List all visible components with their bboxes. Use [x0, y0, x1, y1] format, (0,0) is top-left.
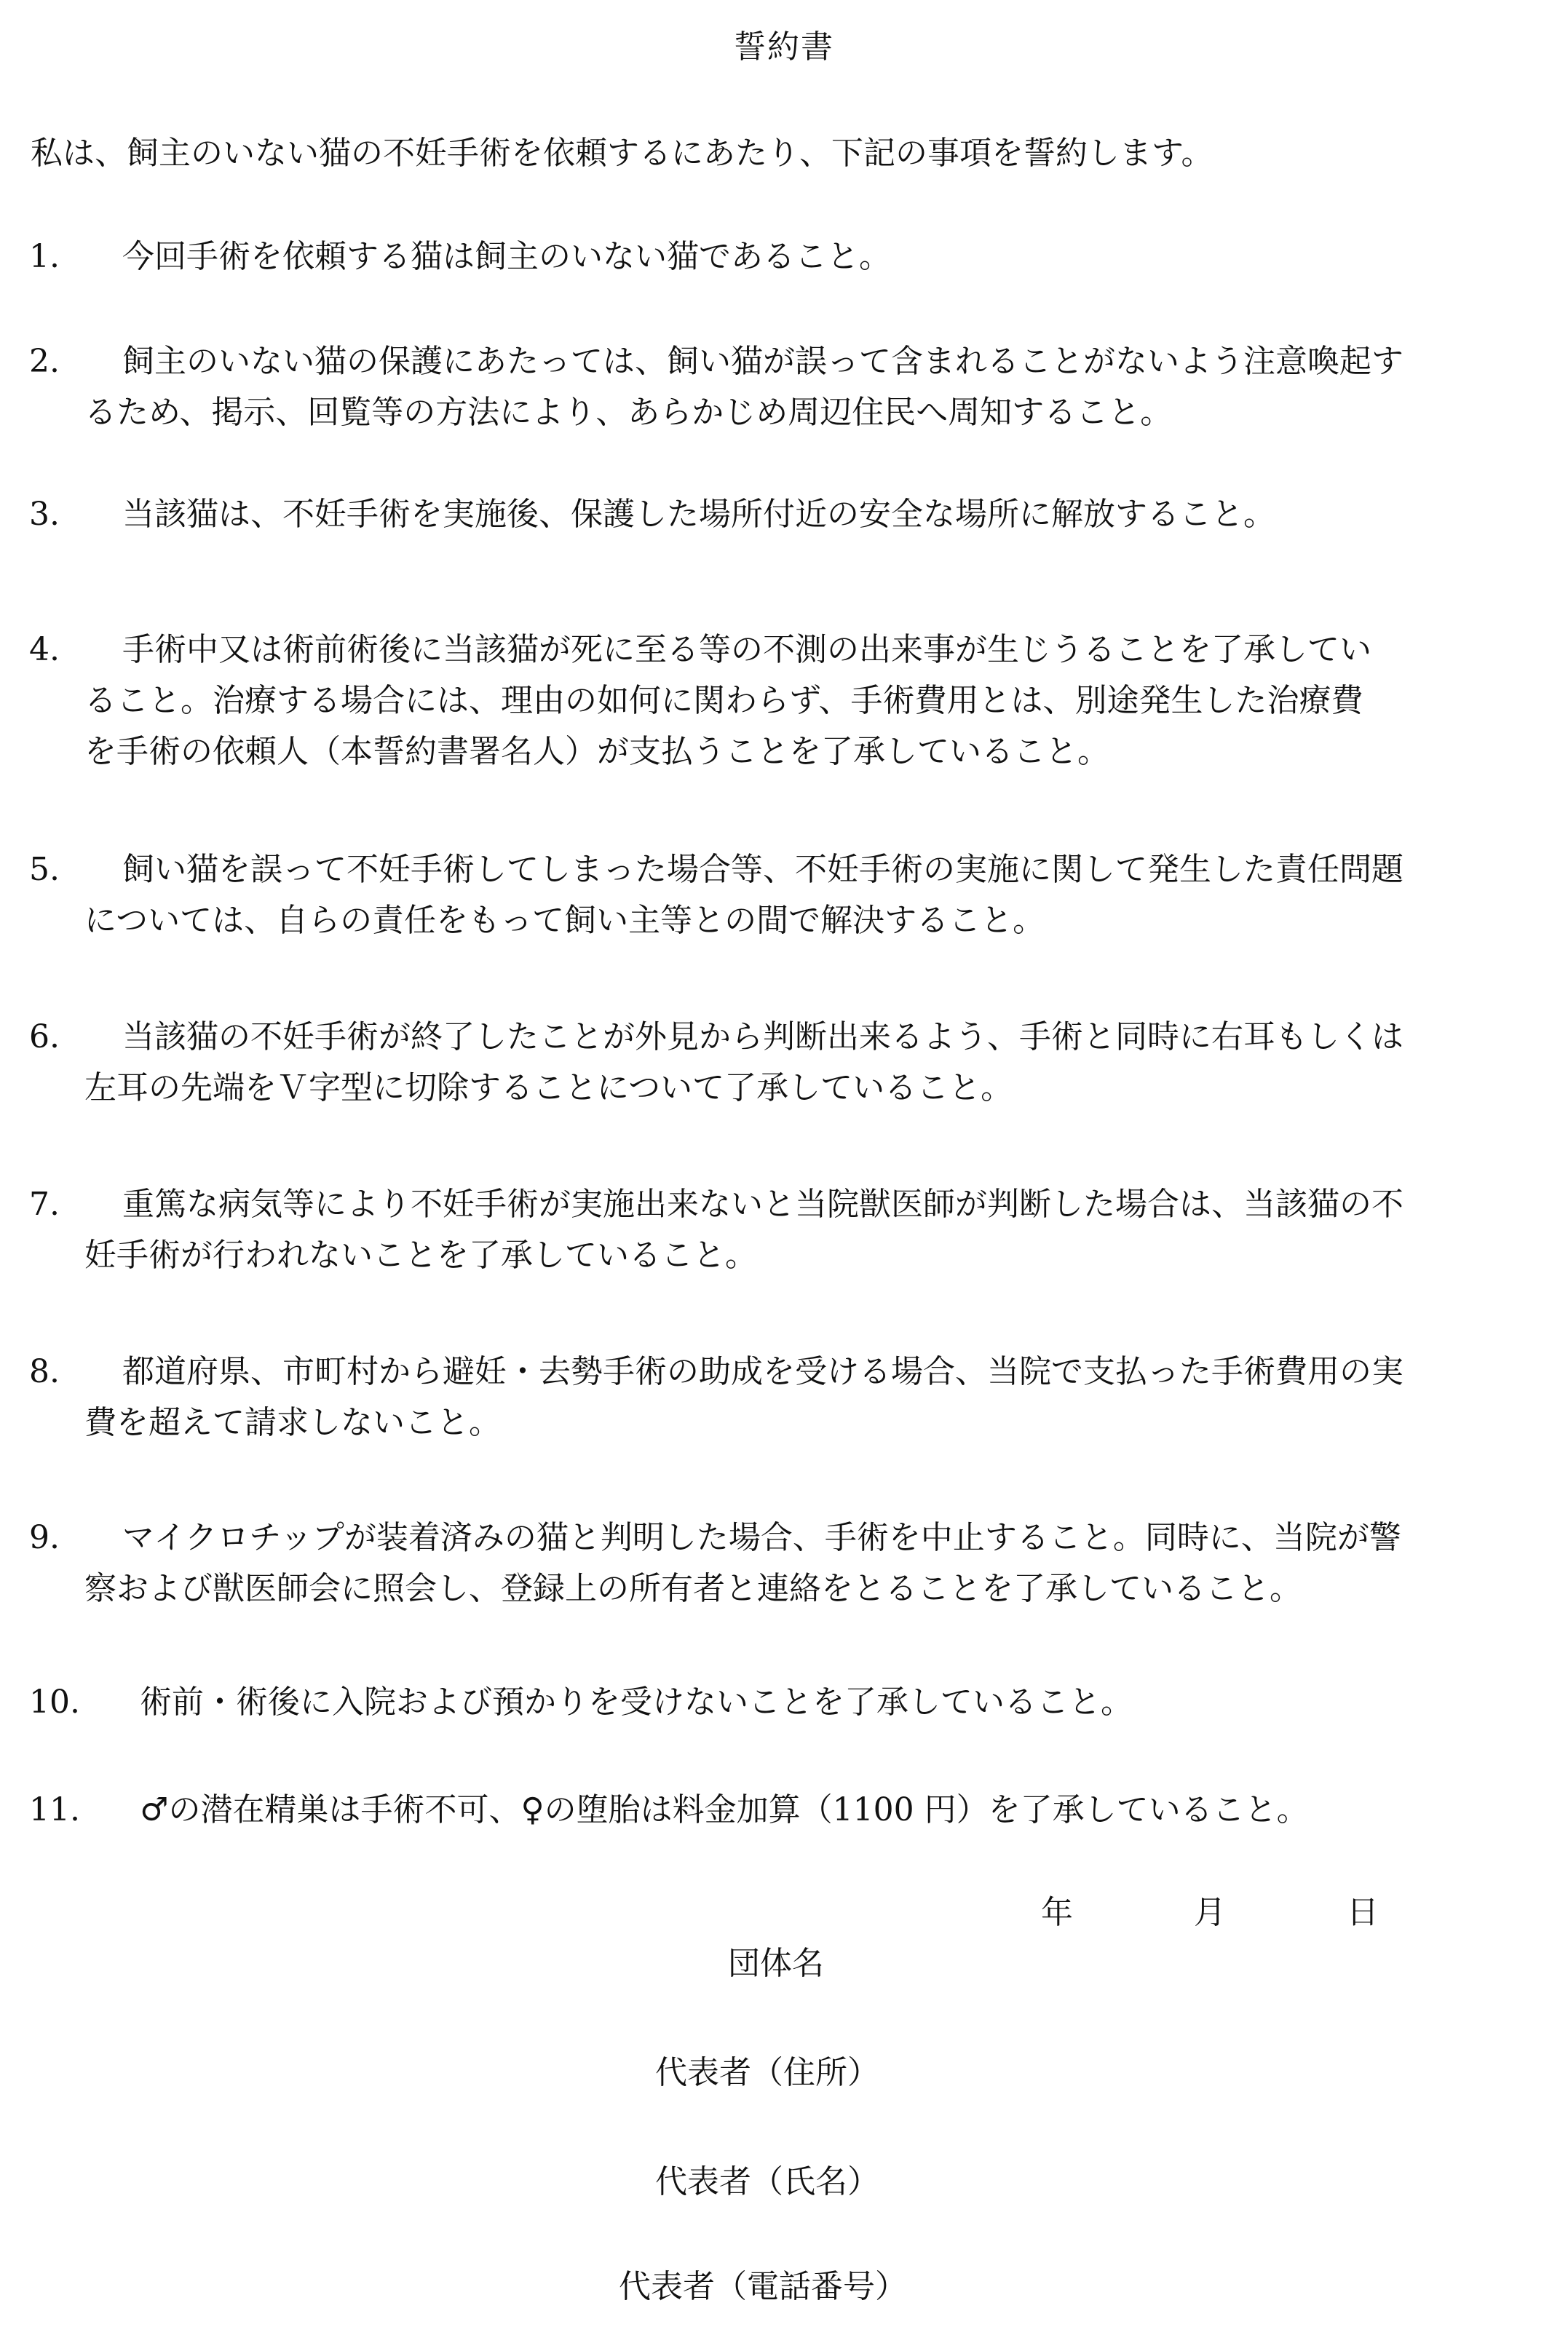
group-name-label: 団体名 [728, 1945, 824, 1982]
item-line: 術前・術後に入院および預かりを受けないことを了承していること。 [140, 1684, 1133, 1721]
item-line: るため、掲示、回覧等の方法により、あらかじめ周辺住民へ周知すること。 [84, 394, 1173, 431]
item-line: 察および獣医師会に照会し、登録上の所有者と連絡をとることを了承していること。 [84, 1570, 1302, 1607]
item-number: 3. [29, 496, 60, 533]
item-line: 飼い猫を誤って不妊手術してしまった場合等、不妊手術の実施に関して発生した責任問題 [122, 851, 1403, 888]
item-line: 重篤な病気等により不妊手術が実施出来ないと当院獣医師が判断した場合は、当該猫の不 [122, 1186, 1403, 1223]
item-line: マイクロチップが装着済みの猫と判明した場合、手術を中止すること。同時に、当院が警 [122, 1519, 1401, 1556]
item-line: 手術中又は術前術後に当該猫が死に至る等の不測の出来事が生じうることを了承してい [122, 631, 1371, 668]
item-text [84, 1012, 1548, 1114]
document-title: 誓約書 [734, 28, 834, 66]
item-number: 7. [29, 1186, 60, 1223]
item-line: 妊手術が行われないことを了承していること。 [84, 1237, 757, 1274]
item-line: 費を超えて請求しないこと。 [84, 1404, 501, 1441]
item-line: 当該猫の不妊手術が終了したことが外見から判断出来るよう、手術と同時に右耳もしくは [122, 1018, 1403, 1055]
representative-phone-label: 代表者（電話番号） [619, 2268, 907, 2305]
item-text [84, 1179, 1548, 1281]
item-number: 2. [29, 343, 60, 380]
item-line: 都道府県、市町村から避妊・去勢手術の助成を受ける場合、当院で支払った手術費用の実 [122, 1353, 1403, 1390]
item-line: 当該猫は、不妊手術を実施後、保護した場所付近の安全な場所に解放すること。 [122, 496, 1275, 533]
item-line: 今回手術を依頼する猫は飼主のいない猫であること。 [122, 238, 891, 275]
item-line: を手術の依頼人（本誓約書署名人）が支払うことを了承していること。 [84, 733, 1109, 770]
intro-statement: 私は、飼主のいない猫の不妊手術を依頼するにあたり、下記の事項を誓約します。 [31, 135, 1213, 172]
item-text [102, 1677, 1565, 1728]
item-text [84, 1513, 1548, 1614]
date-day-label: 日 [1347, 1894, 1379, 1931]
item-text [102, 1785, 1565, 1836]
item-line: ♂の潜在精巣は手術不可、♀の堕胎は料金加算（1100 円）を了承していること。 [140, 1791, 1309, 1828]
item-text [84, 1347, 1548, 1448]
item-line: については、自らの責任をもって飼い主等との間で解決すること。 [84, 902, 1045, 939]
item-line: 左耳の先端をＶ字型に切除することについて了承していること。 [84, 1069, 1013, 1106]
date-month-label: 月 [1194, 1894, 1226, 1931]
date-year-label: 年 [1041, 1894, 1073, 1931]
item-text [84, 489, 1548, 540]
item-line: 飼主のいない猫の保護にあたっては、飼い猫が誤って含まれることがないよう注意喚起す [122, 343, 1403, 380]
representative-name-label: 代表者（氏名） [655, 2163, 879, 2200]
item-text [84, 625, 1548, 777]
item-number: 9. [29, 1519, 60, 1556]
item-number: 6. [29, 1018, 60, 1055]
item-number: 1. [29, 238, 60, 275]
item-number: 10. [29, 1684, 80, 1721]
item-text [84, 844, 1548, 946]
representative-address-label: 代表者（住所） [655, 2054, 879, 2091]
item-text [84, 336, 1548, 438]
item-number: 4. [29, 631, 60, 668]
item-text [84, 231, 1548, 282]
item-number: 8. [29, 1353, 60, 1390]
item-number: 11. [29, 1791, 80, 1828]
item-number: 5. [29, 851, 60, 888]
item-line: ること。治療する場合には、理由の如何に関わらず、手術費用とは、別途発生した治療費 [84, 682, 1363, 719]
